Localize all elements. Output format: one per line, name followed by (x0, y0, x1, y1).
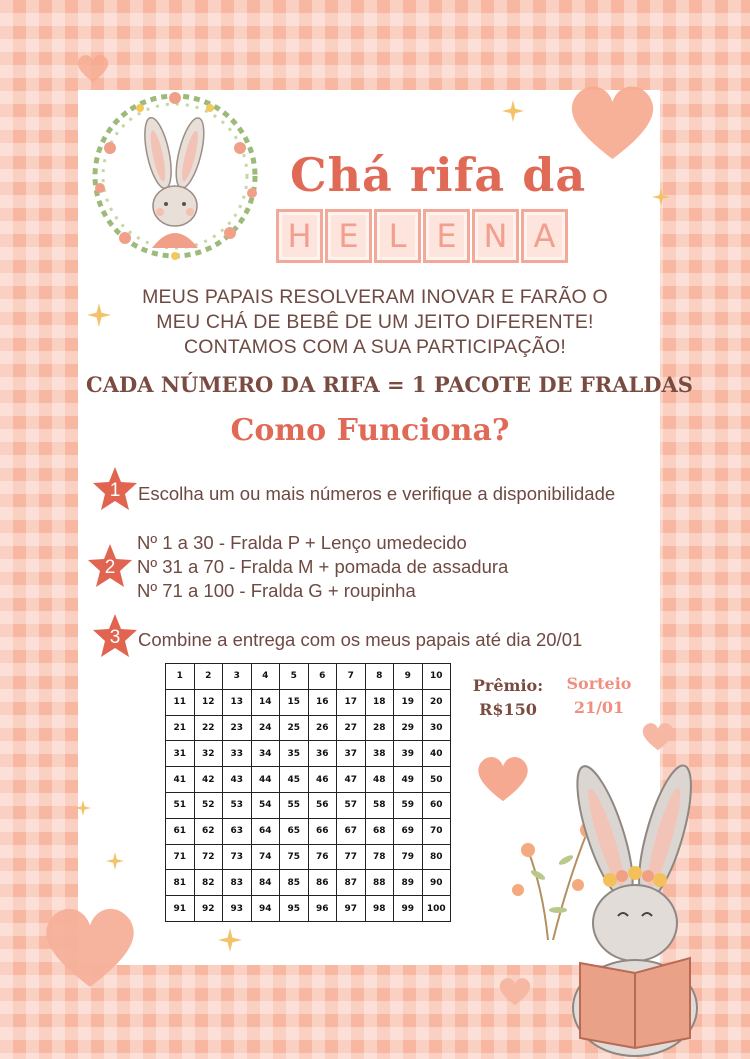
letter-block: H (276, 209, 323, 263)
raffle-row (166, 896, 451, 922)
raffle-rule: CADA NÚMERO DA RIFA = 1 PACOTE DE FRALDAS (86, 372, 693, 397)
raffle-number-cell[interactable]: 40 (422, 741, 451, 767)
step-star-3 (92, 613, 138, 659)
raffle-number-cell[interactable]: 18 (365, 689, 394, 715)
sparkle-icon (106, 852, 124, 870)
raffle-number-cell[interactable]: 1 (166, 664, 195, 690)
raffle-number-cell[interactable]: 71 (166, 844, 195, 870)
raffle-number-cell[interactable]: 63 (223, 818, 252, 844)
raffle-number-cell[interactable]: 22 (194, 715, 223, 741)
raffle-number-cell[interactable]: 92 (194, 896, 223, 922)
raffle-number-cell[interactable]: 56 (308, 792, 337, 818)
raffle-number-cell[interactable]: 93 (223, 896, 252, 922)
raffle-row (166, 818, 451, 844)
raffle-number-cell[interactable]: 37 (337, 741, 366, 767)
letter-block: E (423, 209, 470, 263)
intro-line: MEUS PAPAIS RESOLVERAM INOVAR E FARÃO O (142, 286, 608, 308)
intro-line: MEU CHÁ DE BEBÊ DE UM JEITO DIFERENTE! (156, 311, 594, 333)
raffle-number-cell[interactable]: 80 (422, 844, 451, 870)
step-1-text (138, 482, 615, 506)
raffle-number-cell[interactable]: 45 (280, 767, 309, 793)
raffle-number-cell[interactable]: 58 (365, 792, 394, 818)
raffle-number-cell[interactable]: 12 (194, 689, 223, 715)
raffle-number-cell[interactable]: 95 (280, 896, 309, 922)
raffle-number-cell[interactable]: 57 (337, 792, 366, 818)
raffle-number-cell[interactable]: 76 (308, 844, 337, 870)
raffle-row (166, 870, 451, 896)
raffle-row (166, 689, 451, 715)
raffle-number-cell[interactable]: 25 (280, 715, 309, 741)
raffle-number-cell[interactable]: 94 (251, 896, 280, 922)
raffle-number-cell[interactable]: 30 (422, 715, 451, 741)
step-number: 2 (104, 556, 116, 578)
sparkle-icon (218, 928, 242, 952)
raffle-number-cell[interactable]: 21 (166, 715, 195, 741)
raffle-number-cell[interactable]: 20 (422, 689, 451, 715)
raffle-number-cell[interactable]: 99 (394, 896, 423, 922)
title-script: Chá rifa da (290, 148, 587, 202)
sparkle-icon (75, 800, 91, 816)
raffle-number-cell[interactable]: 72 (194, 844, 223, 870)
raffle-number-cell[interactable]: 38 (365, 741, 394, 767)
raffle-number-cell[interactable]: 24 (251, 715, 280, 741)
raffle-number-cell[interactable]: 67 (337, 818, 366, 844)
sparkle-icon (502, 100, 524, 122)
raffle-number-cell[interactable]: 74 (251, 844, 280, 870)
raffle-row (166, 664, 451, 690)
prize-label: Prêmio: (472, 676, 544, 695)
raffle-number-cell[interactable]: 46 (308, 767, 337, 793)
raffle-number-cell[interactable]: 15 (280, 689, 309, 715)
raffle-number-cell[interactable]: 16 (308, 689, 337, 715)
raffle-number-cell[interactable]: 73 (223, 844, 252, 870)
raffle-number-cell[interactable]: 34 (251, 741, 280, 767)
raffle-number-cell[interactable]: 54 (251, 792, 280, 818)
raffle-number-cell[interactable]: 81 (166, 870, 195, 896)
raffle-number-cell[interactable]: 61 (166, 818, 195, 844)
raffle-number-cell[interactable]: 23 (223, 715, 252, 741)
intro-text (110, 285, 640, 360)
raffle-number-cell[interactable]: 86 (308, 870, 337, 896)
raffle-number-cell[interactable]: 17 (337, 689, 366, 715)
raffle-number-cell[interactable]: 43 (223, 767, 252, 793)
raffle-number-cell[interactable]: 98 (365, 896, 394, 922)
draw-info (556, 672, 642, 720)
raffle-number-cell[interactable]: 69 (394, 818, 423, 844)
floral-wreath-icon (80, 78, 270, 273)
raffle-number-cell[interactable]: 89 (394, 870, 423, 896)
raffle-number-cell[interactable]: 33 (223, 741, 252, 767)
raffle-number-cell[interactable]: 79 (394, 844, 423, 870)
raffle-row (166, 767, 451, 793)
step-line: Escolha um ou mais números e verifique a disponibilidade (138, 483, 616, 504)
raffle-number-cell[interactable]: 2 (194, 664, 223, 690)
raffle-number-cell[interactable]: 84 (251, 870, 280, 896)
step-3-text (138, 628, 582, 652)
raffle-number-cell[interactable]: 90 (422, 870, 451, 896)
raffle-number-cell[interactable]: 78 (365, 844, 394, 870)
letter-block: E (325, 209, 372, 263)
raffle-number-cell[interactable]: 97 (337, 896, 366, 922)
step-line: Nº 71 a 100 - Fralda G + roupinha (137, 580, 416, 601)
step-number: 3 (109, 626, 121, 648)
raffle-number-cell[interactable]: 42 (194, 767, 223, 793)
raffle-number-cell[interactable]: 87 (337, 870, 366, 896)
step-star-1 (92, 466, 138, 512)
raffle-number-cell[interactable]: 64 (251, 818, 280, 844)
draw-label: Sorteio (566, 674, 632, 693)
raffle-number-cell[interactable]: 66 (308, 818, 337, 844)
prize-value: R$150 (479, 700, 537, 719)
raffle-row (166, 715, 451, 741)
raffle-number-cell[interactable]: 35 (280, 741, 309, 767)
raffle-number-cell[interactable]: 91 (166, 896, 195, 922)
raffle-number-cell[interactable]: 32 (194, 741, 223, 767)
step-number: 1 (109, 479, 121, 501)
raffle-number-cell[interactable]: 65 (280, 818, 309, 844)
raffle-number-cell[interactable]: 88 (365, 870, 394, 896)
raffle-number-cell[interactable]: 6 (308, 664, 337, 690)
step-line: Combine a entrega com os meus papais até dia 20/01 (138, 629, 583, 650)
prize-info (466, 674, 550, 722)
raffle-number-cell[interactable]: 27 (337, 715, 366, 741)
raffle-number-cell[interactable]: 75 (280, 844, 309, 870)
heart-icon (38, 900, 142, 992)
raffle-number-cell[interactable]: 82 (194, 870, 223, 896)
raffle-number-cell[interactable]: 5 (280, 664, 309, 690)
raffle-number-cell[interactable]: 29 (394, 715, 423, 741)
raffle-number-cell[interactable]: 48 (365, 767, 394, 793)
raffle-row (166, 741, 451, 767)
raffle-number-cell[interactable]: 96 (308, 896, 337, 922)
sparkle-icon (87, 303, 111, 327)
raffle-number-cell[interactable]: 53 (223, 792, 252, 818)
raffle-number-cell[interactable]: 51 (166, 792, 195, 818)
raffle-number-cell[interactable]: 3 (223, 664, 252, 690)
raffle-number-cell[interactable]: 52 (194, 792, 223, 818)
heart-icon (640, 720, 676, 752)
step-line: Nº 1 a 30 - Fralda P + Lenço umedecido (137, 532, 467, 553)
raffle-number-cell[interactable]: 28 (365, 715, 394, 741)
raffle-number-cell[interactable]: 41 (166, 767, 195, 793)
raffle-number-cell[interactable]: 14 (251, 689, 280, 715)
raffle-number-grid (165, 663, 451, 922)
letter-block: N (472, 209, 519, 263)
raffle-number-cell[interactable]: 83 (223, 870, 252, 896)
raffle-number-cell[interactable]: 9 (394, 664, 423, 690)
raffle-row (166, 792, 451, 818)
raffle-number-cell[interactable]: 4 (251, 664, 280, 690)
heart-icon (497, 975, 533, 1007)
raffle-number-cell[interactable]: 19 (394, 689, 423, 715)
raffle-number-cell[interactable]: 85 (280, 870, 309, 896)
intro-line: CONTAMOS COM A SUA PARTICIPAÇÃO! (183, 336, 567, 358)
raffle-number-cell[interactable]: 68 (365, 818, 394, 844)
raffle-number-cell[interactable]: 10 (422, 664, 451, 690)
step-line: Nº 31 a 70 - Fralda M + pomada de assadura (137, 556, 509, 577)
raffle-number-cell[interactable]: 13 (223, 689, 252, 715)
raffle-number-cell[interactable]: 55 (280, 792, 309, 818)
name-blocks (276, 209, 568, 263)
heart-icon (75, 52, 111, 84)
raffle-row (166, 844, 451, 870)
raffle-number-cell[interactable]: 60 (422, 792, 451, 818)
raffle-number-cell[interactable]: 8 (365, 664, 394, 690)
step-2-text (137, 531, 508, 603)
raffle-number-cell[interactable]: 39 (394, 741, 423, 767)
how-it-works-title: Como Funciona? (230, 413, 510, 448)
raffle-number-cell[interactable]: 100 (422, 896, 451, 922)
raffle-number-cell[interactable]: 44 (251, 767, 280, 793)
raffle-number-cell[interactable]: 62 (194, 818, 223, 844)
raffle-number-cell[interactable]: 31 (166, 741, 195, 767)
raffle-number-cell[interactable]: 59 (394, 792, 423, 818)
raffle-number-cell[interactable]: 77 (337, 844, 366, 870)
raffle-number-cell[interactable]: 36 (308, 741, 337, 767)
bunny-icon (140, 115, 210, 248)
raffle-number-cell[interactable]: 7 (337, 664, 366, 690)
bunny-reading-icon (540, 758, 730, 1058)
raffle-number-cell[interactable]: 70 (422, 818, 451, 844)
raffle-number-cell[interactable]: 11 (166, 689, 195, 715)
draw-date: 21/01 (573, 698, 625, 717)
raffle-number-cell[interactable]: 50 (422, 767, 451, 793)
sparkle-icon (652, 188, 670, 206)
raffle-number-cell[interactable]: 47 (337, 767, 366, 793)
raffle-number-cell[interactable]: 49 (394, 767, 423, 793)
letter-block: L (374, 209, 421, 263)
step-star-2 (87, 543, 133, 589)
letter-block: A (521, 209, 568, 263)
raffle-number-cell[interactable]: 26 (308, 715, 337, 741)
